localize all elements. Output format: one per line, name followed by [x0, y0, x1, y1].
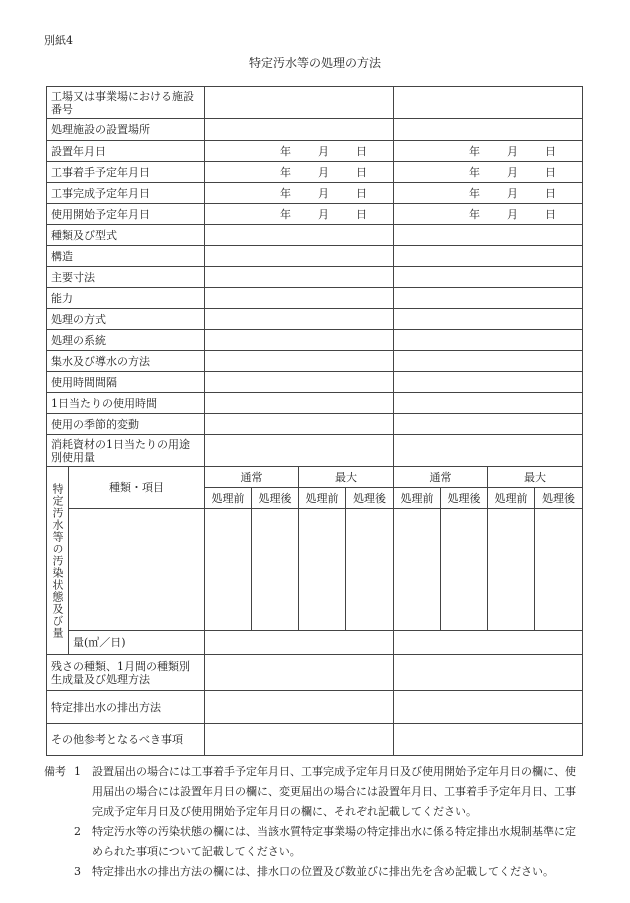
cell-discharge-method-1[interactable]: [205, 691, 394, 724]
cell-other-2[interactable]: [394, 724, 583, 756]
cell-usage-interval-1[interactable]: [205, 372, 394, 393]
row-label-usage-interval: 使用時間間隔: [47, 372, 205, 393]
cell-residue-1[interactable]: [205, 655, 394, 691]
cell-facility-number-1[interactable]: [205, 87, 394, 119]
value-cell[interactable]: [394, 509, 441, 631]
cell-capacity-2[interactable]: [394, 288, 583, 309]
cell-treatment-method-1[interactable]: [205, 309, 394, 330]
page-title: 特定汚水等の処理の方法: [248, 56, 381, 70]
cell-dimensions-2[interactable]: [394, 267, 583, 288]
after-header: 処理後: [346, 488, 394, 509]
cell-construction-start-1[interactable]: [205, 162, 394, 183]
row-label-installation-date: 設置年月日: [47, 141, 205, 162]
note-item: [44, 762, 584, 822]
row-label-treatment-method: 処理の方式: [47, 309, 205, 330]
day-label: 日: [356, 144, 367, 158]
row-label-daily-usage-time: 1日当たりの使用時間: [47, 393, 205, 414]
cell-consumables-2[interactable]: [394, 435, 583, 467]
day-label: 日: [356, 165, 367, 179]
before-header: 処理前: [394, 488, 441, 509]
day-label: 日: [545, 144, 556, 158]
cell-consumables-1[interactable]: [205, 435, 394, 467]
row-label-capacity: 能力: [47, 288, 205, 309]
cell-collection-method-2[interactable]: [394, 351, 583, 372]
cell-collection-method-1[interactable]: [205, 351, 394, 372]
value-cell[interactable]: [252, 509, 299, 631]
value-cell[interactable]: [299, 509, 346, 631]
month-label: 月: [507, 144, 518, 158]
day-label: 日: [356, 207, 367, 221]
after-header: 処理後: [252, 488, 299, 509]
cell-use-start-2[interactable]: [394, 204, 583, 225]
note-number: 1: [74, 765, 81, 778]
year-label: 年: [280, 165, 291, 179]
month-label: 月: [318, 144, 329, 158]
cell-structure-2[interactable]: [394, 246, 583, 267]
cell-daily-usage-time-2[interactable]: [394, 393, 583, 414]
year-label: 年: [469, 144, 480, 158]
cell-other-1[interactable]: [205, 724, 394, 756]
volume-label: 量(㎥／日): [69, 631, 205, 655]
row-label-discharge-method: 特定排出水の排出方法: [47, 691, 205, 724]
day-label: 日: [545, 165, 556, 179]
note-text: 特定排出水の排出方法の欄には、排水口の位置及び数並びに排出先を含め記載してください。: [92, 865, 554, 878]
cell-use-start-1[interactable]: [205, 204, 394, 225]
month-label: 月: [318, 207, 329, 221]
max-header-2: 最大: [488, 467, 583, 488]
cell-facility-location-2[interactable]: [394, 119, 583, 141]
row-label-seasonal-variation: 使用の季節的変動: [47, 414, 205, 435]
cell-facility-location-1[interactable]: [205, 119, 394, 141]
cell-installation-date-1[interactable]: [205, 141, 394, 162]
year-label: 年: [280, 144, 291, 158]
day-label: 日: [356, 186, 367, 200]
note-item: [44, 862, 584, 882]
cell-structure-1[interactable]: [205, 246, 394, 267]
month-label: 月: [318, 165, 329, 179]
pollution-side-label: 特定汚水等の汚染状態及び量: [47, 467, 69, 655]
row-label-collection-method: 集水及び導水の方法: [47, 351, 205, 372]
row-label-other: その他参考となるべき事項: [47, 724, 205, 756]
month-label: 月: [507, 207, 518, 221]
cell-type-model-2[interactable]: [394, 225, 583, 246]
cell-seasonal-variation-2[interactable]: [394, 414, 583, 435]
row-label-facility-number: 工場又は事業場における施設番号: [47, 87, 205, 119]
note-text: 特定汚水等の汚染状態の欄には、当該水質特定事業場の特定排出水に係る特定排出水規制基準に定められた事項について記載してください。: [92, 825, 576, 858]
normal-header-2: 通常: [394, 467, 488, 488]
year-label: 年: [280, 207, 291, 221]
cell-dimensions-1[interactable]: [205, 267, 394, 288]
before-header: 処理前: [488, 488, 535, 509]
value-cell[interactable]: [346, 509, 394, 631]
notes-heading: 備考: [44, 765, 66, 778]
row-label-structure: 構造: [47, 246, 205, 267]
note-number: 2: [74, 825, 81, 838]
month-label: 月: [507, 165, 518, 179]
row-label-construction-start: 工事着手予定年月日: [47, 162, 205, 183]
year-label: 年: [469, 207, 480, 221]
before-header: 処理前: [205, 488, 252, 509]
cell-volume-1[interactable]: [205, 631, 394, 655]
category-header: 種類・項目: [69, 467, 205, 509]
normal-header-1: 通常: [205, 467, 299, 488]
cell-treatment-system-1[interactable]: [205, 330, 394, 351]
year-label: 年: [469, 165, 480, 179]
form-id: 別紙4: [44, 34, 73, 47]
cell-discharge-method-2[interactable]: [394, 691, 583, 724]
max-header-1: 最大: [299, 467, 394, 488]
row-label-residue: 残さの種類、1月間の種類別生成量及び処理方法: [47, 655, 205, 691]
after-header: 処理後: [441, 488, 488, 509]
month-label: 月: [507, 186, 518, 200]
cell-construction-end-2[interactable]: [394, 183, 583, 204]
cell-facility-number-2[interactable]: [394, 87, 583, 119]
note-text: 設置届出の場合には工事着手予定年月日、工事完成予定年月日及び使用開始予定年月日の欄に、使用届出の場合には設置年月日の欄に、変更届出の場合には設置年月日、工事着手予定年月日、工事完成予定年月日及び使用開始予定年月日の欄に、それぞれ記載してください。: [92, 765, 576, 818]
cell-treatment-method-2[interactable]: [394, 309, 583, 330]
row-label-construction-end: 工事完成予定年月日: [47, 183, 205, 204]
value-cell[interactable]: [535, 509, 583, 631]
note-number: 3: [74, 865, 81, 878]
cell-treatment-system-2[interactable]: [394, 330, 583, 351]
cell-usage-interval-2[interactable]: [394, 372, 583, 393]
cell-daily-usage-time-1[interactable]: [205, 393, 394, 414]
cell-type-model-1[interactable]: [205, 225, 394, 246]
cell-residue-2[interactable]: [394, 655, 583, 691]
row-label-facility-location: 処理施設の設置場所: [47, 119, 205, 141]
note-item: [44, 822, 584, 862]
cell-seasonal-variation-1[interactable]: [205, 414, 394, 435]
cell-installation-date-2[interactable]: [394, 141, 583, 162]
cell-capacity-1[interactable]: [205, 288, 394, 309]
notes-section: [44, 762, 584, 882]
row-label-use-start: 使用開始予定年月日: [47, 204, 205, 225]
after-header: 処理後: [535, 488, 583, 509]
row-label-type-model: 種類及び型式: [47, 225, 205, 246]
cell-construction-end-1[interactable]: [205, 183, 394, 204]
treatment-method-form: [46, 86, 583, 756]
row-label-consumables: 消耗資材の1日当たりの用途別使用量: [47, 435, 205, 467]
cell-construction-start-2[interactable]: [394, 162, 583, 183]
value-cell[interactable]: [441, 509, 488, 631]
row-label-dimensions: 主要寸法: [47, 267, 205, 288]
value-cell[interactable]: [205, 509, 252, 631]
category-entry-cell[interactable]: [69, 509, 205, 631]
before-header: 処理前: [299, 488, 346, 509]
year-label: 年: [469, 186, 480, 200]
month-label: 月: [318, 186, 329, 200]
value-cell[interactable]: [488, 509, 535, 631]
row-label-treatment-system: 処理の系統: [47, 330, 205, 351]
cell-volume-2[interactable]: [394, 631, 583, 655]
day-label: 日: [545, 207, 556, 221]
year-label: 年: [280, 186, 291, 200]
day-label: 日: [545, 186, 556, 200]
